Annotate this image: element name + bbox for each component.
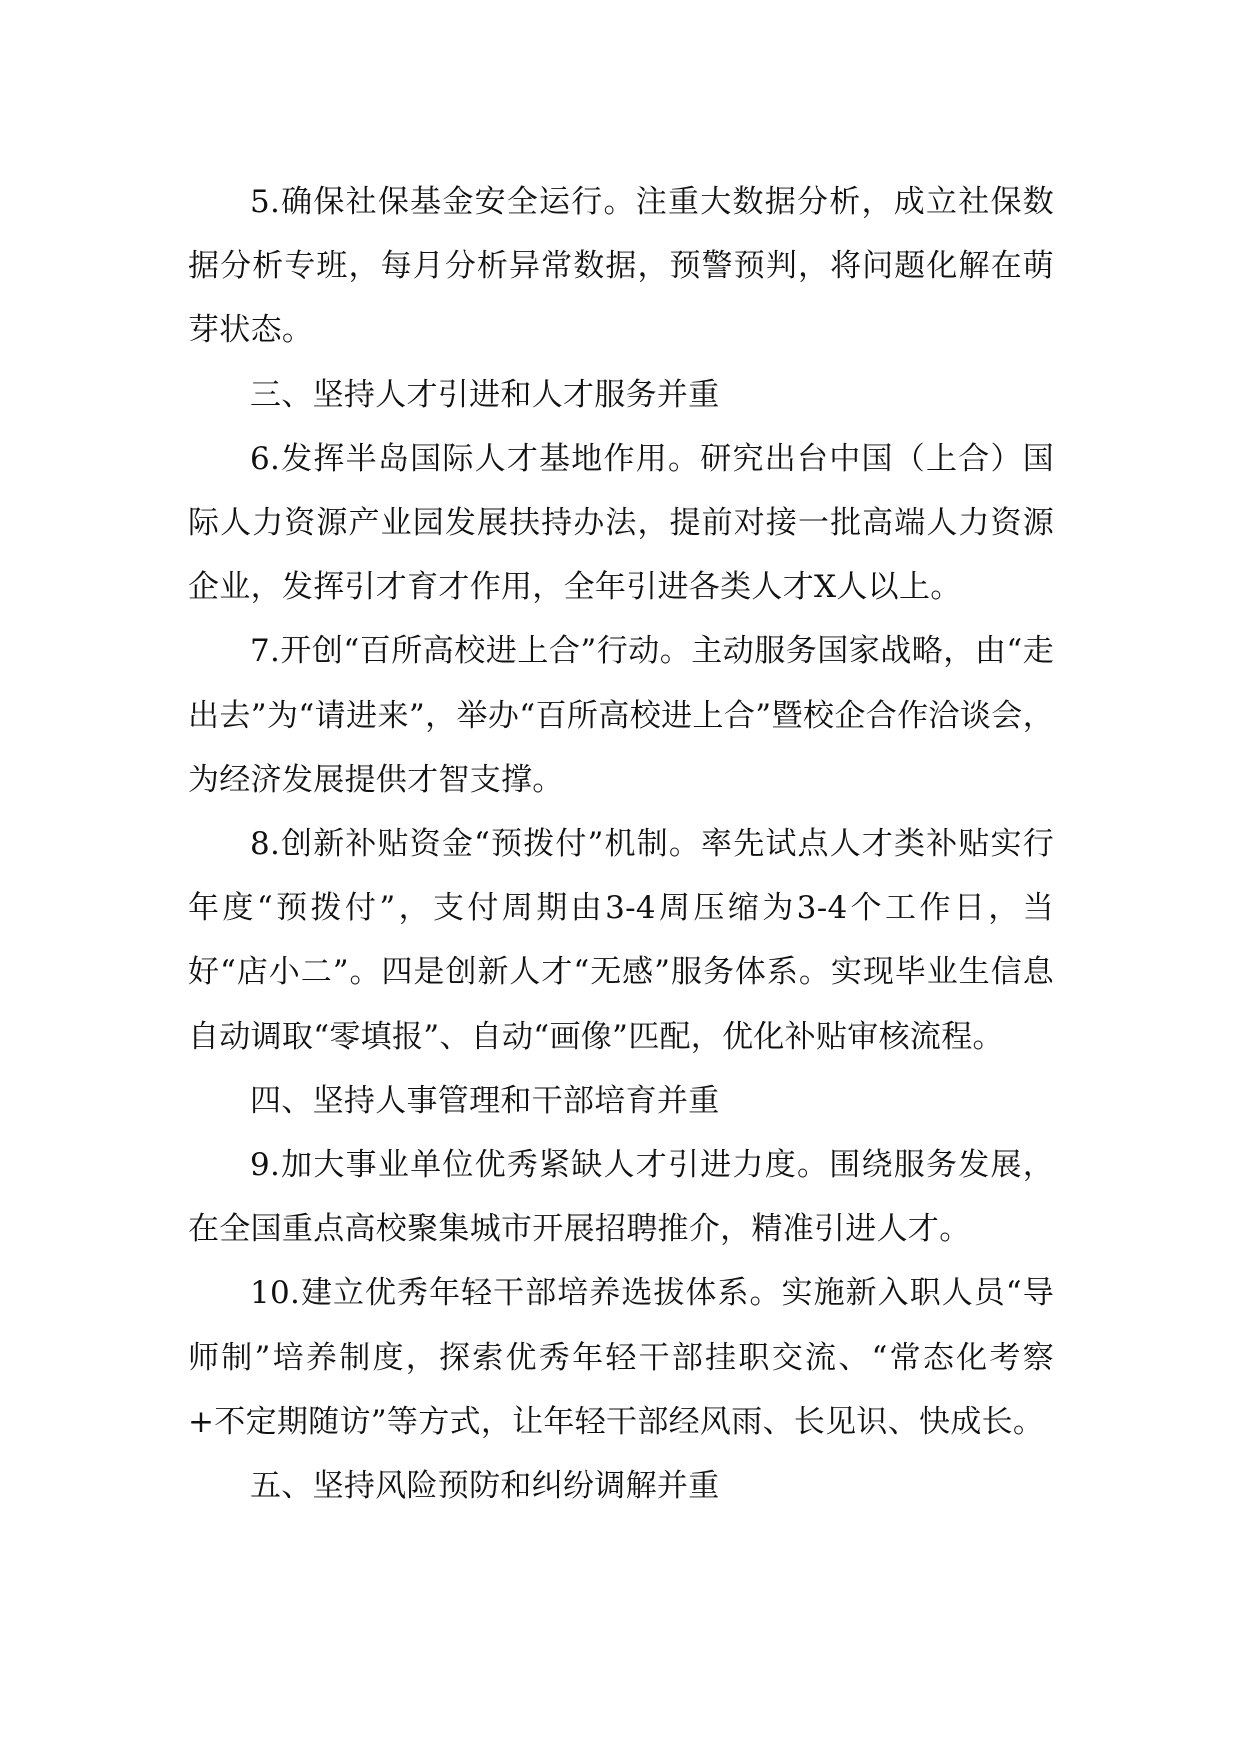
paragraph-item-5: 5.确保社保基金安全运行。注重大数据分析，成立社保数据分析专班，每月分析异常数据，预警预判，将问题化解在萌芽状态。 <box>188 184 1054 349</box>
paragraph-item-8: 8.创新补贴资金“预拨付”机制。率先试点人才类补贴实行年度“预拨付”，支付周期由3-4周压缩为3-4个工作日，当好“店小二”。四是创新人才“无感”服务体系。实现毕业生信息自动调取“零填报”、自动“画像”匹配，优化补贴审核流程。 <box>188 826 1054 1055</box>
paragraph-item-10: 10.建立优秀年轻干部培养选拔体系。实施新入职人员“导师制”培养制度，探索优秀年轻干部挂职交流、“常态化考察+不定期随访”等方式，让年轻干部经风雨、长见识、快成长。 <box>188 1275 1054 1440</box>
section-heading-5: 五、坚持风险预防和纠纷调解并重 <box>250 1468 720 1505</box>
paragraph-item-7: 7.开创“百所高校进上合”行动。主动服务国家战略，由“走出去”为“请进来”，举办“百所高校进上合”暨校企合作洽谈会，为经济发展提供才智支撑。 <box>188 633 1054 798</box>
document-page <box>188 170 1054 1518</box>
section-heading-4: 四、坚持人事管理和干部培育并重 <box>250 1082 720 1119</box>
paragraph-item-9: 9.加大事业单位优秀紧缺人才引进力度。围绕服务发展，在全国重点高校聚集城市开展招聘推介，精准引进人才。 <box>188 1147 1054 1248</box>
section-heading-3: 三、坚持人才引进和人才服务并重 <box>250 376 720 413</box>
paragraph-item-6: 6.发挥半岛国际人才基地作用。研究出台中国（上合）国际人力资源产业园发展扶持办法，提前对接一批高端人力资源企业，发挥引才育才作用，全年引进各类人才X人以上。 <box>188 440 1054 606</box>
